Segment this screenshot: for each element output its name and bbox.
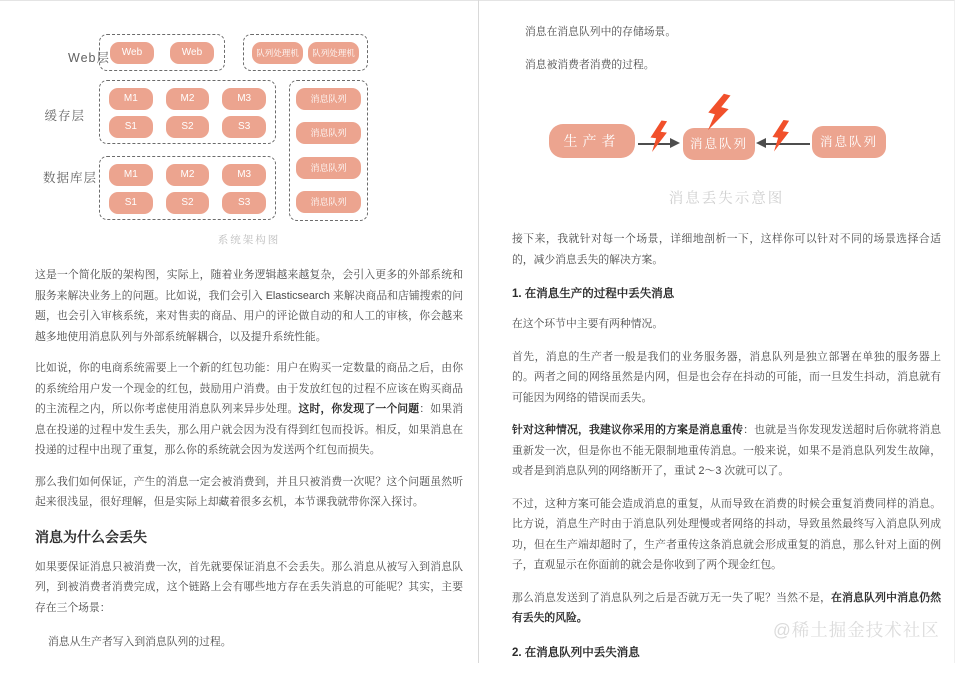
arrow-left-icon [756, 138, 766, 148]
body-paragraph [35, 265, 463, 347]
body-paragraph [512, 229, 941, 270]
right-page [512, 0, 941, 673]
text-run: ：如果消息在投递的过程中发生丢失，那么用户就会因为没有得到红包而投诉。相反，如果消息在投递的过程中出现了重复，那么你的系统就会因为发送两个红包而损失。 [35, 403, 464, 456]
text-run: 消息被消费者消费的过程。 [525, 58, 655, 71]
list-item [512, 22, 941, 43]
list-item [512, 55, 941, 76]
cache-slave-node: S3 [222, 116, 266, 138]
text-run: 如果要保证消息只被消费一次，首先就要保证消息不会丢失。那么消息从被写入到消息队列，到被消费者消费完成，这个链路上会有哪些地方存在丢失消息的可能呢？其实，主要存在三个场景： [35, 560, 463, 614]
cache-tier-label: 缓存层 [44, 109, 85, 123]
db-slave-node: S2 [166, 192, 210, 214]
body-paragraph [512, 420, 941, 482]
text-run: ：也就是当你发现发送超时后你就将消息重新发一次，但是你也不能无限制地重传消息。一般来说，如果不是消息队列发生故障，或者是到消息队列的网络断开了，重试 2～3 次就可以了。 [512, 424, 942, 477]
producer-node: 生产者 [549, 124, 635, 158]
message-loss-figure [512, 87, 941, 209]
text-run: 接下来，我就针对每一个场景，详细地剖析一下，这样你可以针对不同的场景选择合适的，减少消息丢失的解决方案。 [512, 233, 941, 266]
queue-processor-node: 队列处理机 [308, 42, 359, 64]
cache-master-node: M1 [109, 88, 153, 110]
message-queue-node: 消息队列 [296, 122, 361, 144]
cache-master-node: M2 [166, 88, 210, 110]
queue-processors-group [243, 34, 368, 71]
web-servers-group [99, 34, 225, 71]
db-master-node: M3 [222, 164, 266, 186]
list-item [35, 632, 463, 653]
sub-heading: 2. 在消息队列中丢失消息 [512, 646, 640, 659]
text-run-bold: 针对这种情况，我建议你采用的方案是消息重传 [512, 424, 744, 436]
text-run: 比如说，你的电商系统需要上一个新的红包功能：用户在购买一定数量的商品之后，由你的系统给用户发一个现金的红包，鼓励用户消费。由于发放红包的过程不应该在购买商品的主流程之内，所以你考虑使用消息队列来异步处理。 [35, 362, 463, 415]
section-heading: 消息为什么会丢失 [35, 528, 147, 545]
cache-master-node: M3 [222, 88, 266, 110]
queue-processor-node: 队列处理机 [252, 42, 303, 64]
source-queue-node: 消息队列 [812, 126, 886, 158]
web-server-node: Web [110, 42, 154, 64]
text-run: 首先，消息的生产者一般是我们的业务服务器，消息队列是独立部署在单独的服务器上的。两者之间的网络虽然是内网，但是也会存在抖动的可能，而一旦发生抖动，消息就有可能因为网络的错误而丢失。 [512, 350, 941, 404]
lightning-icon [769, 112, 792, 160]
text-run: 这是一个简化版的架构图，实际上，随着业务逻辑越来越复杂，会引入更多的外部系统和服务来解决业务上的问题。比如说，我们会引入 Elasticsearch 来解决商品和店铺搜索的问题，也会引入审核系统，来对售卖的商品、用户的评论做自动的和人工的审核，你会越来越多地使用消息队列与外部系统解耦合，以及提升系统性能。 [35, 269, 463, 343]
message-queue-node: 消息队列 [296, 191, 361, 213]
text-run: 消息在消息队列中的存储场景。 [525, 26, 677, 38]
db-tier-label: 数据库层 [42, 171, 97, 185]
web-tier-label: Web层 [68, 51, 110, 65]
body-paragraph [35, 472, 463, 513]
db-master-node: M2 [166, 164, 210, 186]
text-run-bold: 在消息队列中消息仍然有丢失的风险。 [512, 591, 942, 624]
web-server-node: Web [170, 42, 214, 64]
text-run-bold: 这时，你发现了一个问题 [298, 403, 420, 415]
text-run: 在这个环节中主要有两种情况。 [512, 318, 664, 330]
figure-caption: 消息丢失示意图 [668, 191, 785, 207]
text-run: 那么消息发送到了消息队列之后是否就万无一失了呢？当然不是， [512, 591, 832, 604]
cache-slave-node: S2 [166, 116, 210, 138]
queue-node: 消息队列 [683, 128, 755, 160]
figure-caption: 系统架构图 [217, 234, 281, 246]
page-divider [478, 0, 479, 663]
db-cluster-group [99, 156, 276, 220]
message-queue-node: 消息队列 [296, 157, 361, 179]
db-slave-node: S3 [222, 192, 266, 214]
body-paragraph [512, 494, 941, 576]
body-paragraph [35, 557, 463, 619]
text-run: 消息从生产者写入到消息队列的过程。 [48, 636, 232, 648]
sub-heading: 1. 在消息生产的过程中丢失消息 [512, 288, 675, 300]
body-paragraph [512, 314, 941, 335]
text-run: 那么我们如何保证，产生的消息一定会被消费到，并且只被消费一次呢？这个问题虽然听起来很浅显，很好理解，但是实际上却藏着很多玄机，本节课我就带你深入探讨。 [35, 475, 463, 508]
db-master-node: M1 [109, 164, 153, 186]
body-paragraph [35, 358, 463, 461]
watermark: @稀土掘金技术社区 [773, 620, 940, 640]
left-page [35, 0, 463, 662]
architecture-figure [35, 12, 463, 252]
lightning-icon [647, 112, 670, 161]
arrow-right-icon [670, 138, 680, 148]
cache-slave-node: S1 [109, 116, 153, 138]
message-queue-node: 消息队列 [296, 88, 361, 110]
cache-cluster-group [99, 80, 276, 144]
body-paragraph [512, 347, 941, 409]
message-queue-group [289, 80, 368, 221]
db-slave-node: S1 [109, 192, 153, 214]
text-run: 不过，这种方案可能会造成消息的重复，从而导致在消费的时候会重复消费同样的消息。比方说，消息生产时由于消息队列处理慢或者网络的抖动，导致虽然最终写入消息队列成功，但在生产端却超时了，生产者重传这条消息就会形成重复的消息，那么针对上面的例子，直观显示在你面前的就会是你收到了两个现金红包。 [512, 497, 941, 571]
